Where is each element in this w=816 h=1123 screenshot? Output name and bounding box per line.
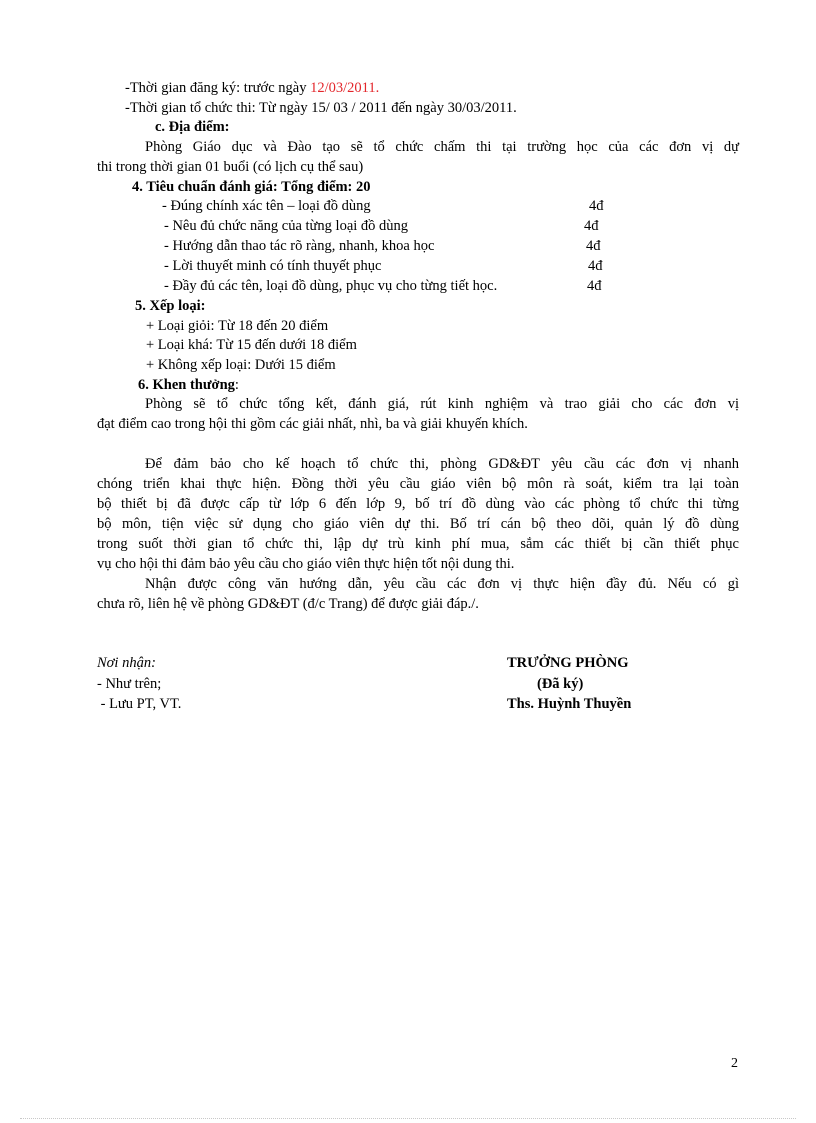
plan-line-8: chưa rõ, liên hệ về phòng GD&ĐT (đ/c Trang) để được giải đáp./.	[97, 596, 479, 612]
location-line-2: thi trong thời gian 01 buổi (có lịch cụ thể sau)	[97, 159, 364, 175]
location-paragraph	[97, 137, 739, 177]
criteria-points-2: 4đ	[584, 218, 599, 234]
ranking-item-2: + Loại khá: Từ 15 đến dưới 18 điểm	[146, 337, 357, 353]
plan-line-5: trong suốt thời gian tổ chức thi, lập dự trù kinh phí mua, sắm các thiết bị cần thiết phục	[97, 536, 739, 552]
criteria-item-5: - Đầy đủ các tên, loại đồ dùng, phục vụ cho từng tiết học.	[164, 278, 498, 294]
page-bottom-divider	[20, 1118, 796, 1119]
plan-line-6: vụ cho hội thi đảm bảo yêu cầu cho giáo viên thực hiện tốt nội dung thi.	[97, 556, 515, 572]
page-number: 2	[731, 1056, 738, 1071]
reward-heading	[138, 375, 239, 395]
plan-line-1: Để đảm bảo cho kế hoạch tổ chức thi, phòng GD&ĐT yêu cầu các đơn vị nhanh	[145, 456, 739, 472]
plan-line-3: bộ thiết bị đã được cấp từ lớp 6 đến lớp 9, bố trí đồ dùng vào các phòng tổ chức thi từng	[97, 496, 739, 512]
criteria-points-5: 4đ	[587, 278, 602, 294]
plan-line-4: bộ môn, tiện việc sử dụng cho giáo viên dự thi. Bố trí cán bộ theo dõi, quản lý đồ dùng	[97, 516, 739, 532]
plan-line-2: chóng triển khai thực hiện. Đồng thời yêu cầu giáo viên bộ môn rà soát, kiểm tra lại toàn	[97, 476, 739, 492]
exam-time: -Thời gian tổ chức thi: Từ ngày 15/ 03 / 2011 đến ngày 30/03/2011.	[125, 100, 517, 116]
reward-line-1: Phòng sẽ tổ chức tổng kết, đánh giá, rút kinh nghiệm và trao giải cho các đơn vị	[145, 396, 739, 412]
criteria-points-1: 4đ	[589, 198, 604, 214]
signature-name: Ths. Huỳnh Thuyền	[507, 696, 632, 712]
criteria-points-3: 4đ	[586, 238, 601, 254]
criteria-item-3: - Hướng dẫn thao tác rõ ràng, nhanh, khoa học	[164, 238, 435, 254]
reward-paragraph	[97, 394, 739, 434]
reward-heading-text: 6. Khen thưởng	[138, 377, 235, 393]
signature-note: (Đã ký)	[537, 676, 584, 692]
criteria-item-2: - Nêu đủ chức năng của từng loại đồ dùng	[164, 218, 409, 234]
registration-deadline	[125, 78, 379, 98]
recipients-heading: Nơi nhận:	[97, 655, 156, 671]
ranking-item-1: + Loại giỏi: Từ 18 đến 20 điểm	[146, 318, 329, 334]
location-line-1: Phòng Giáo dục và Đào tạo sẽ tổ chức chấm thi tại trường học của các đơn vị dự	[145, 139, 739, 155]
criteria-item-4: - Lời thuyết minh có tính thuyết phục	[164, 258, 382, 274]
recipient-item-2: - Lưu PT, VT.	[97, 696, 182, 712]
signature-title: TRƯỞNG PHÒNG	[507, 655, 629, 671]
reward-line-2: đạt điểm cao trong hội thi gồm các giải nhất, nhì, ba và giải khuyến khích.	[97, 416, 528, 432]
plan-paragraph	[97, 454, 739, 614]
criteria-heading: 4. Tiêu chuẩn đánh giá: Tổng điểm: 20	[132, 179, 371, 195]
reward-heading-colon: :	[234, 377, 239, 393]
criteria-points-4: 4đ	[588, 258, 603, 274]
recipient-item-1: - Như trên;	[97, 676, 162, 692]
ranking-heading: 5. Xếp loại:	[135, 298, 206, 314]
criteria-item-1: - Đúng chính xác tên – loại đồ dùng	[162, 198, 371, 214]
registration-date: 12/03/2011.	[310, 80, 380, 96]
location-heading: c. Địa điểm:	[155, 119, 230, 135]
plan-line-7: Nhận được công văn hướng dẫn, yêu cầu các đơn vị thực hiện đầy đủ. Nếu có gì	[145, 576, 739, 592]
registration-label: -Thời gian đăng ký: trước ngày	[125, 80, 311, 96]
ranking-item-3: + Không xếp loại: Dưới 15 điểm	[146, 357, 336, 373]
